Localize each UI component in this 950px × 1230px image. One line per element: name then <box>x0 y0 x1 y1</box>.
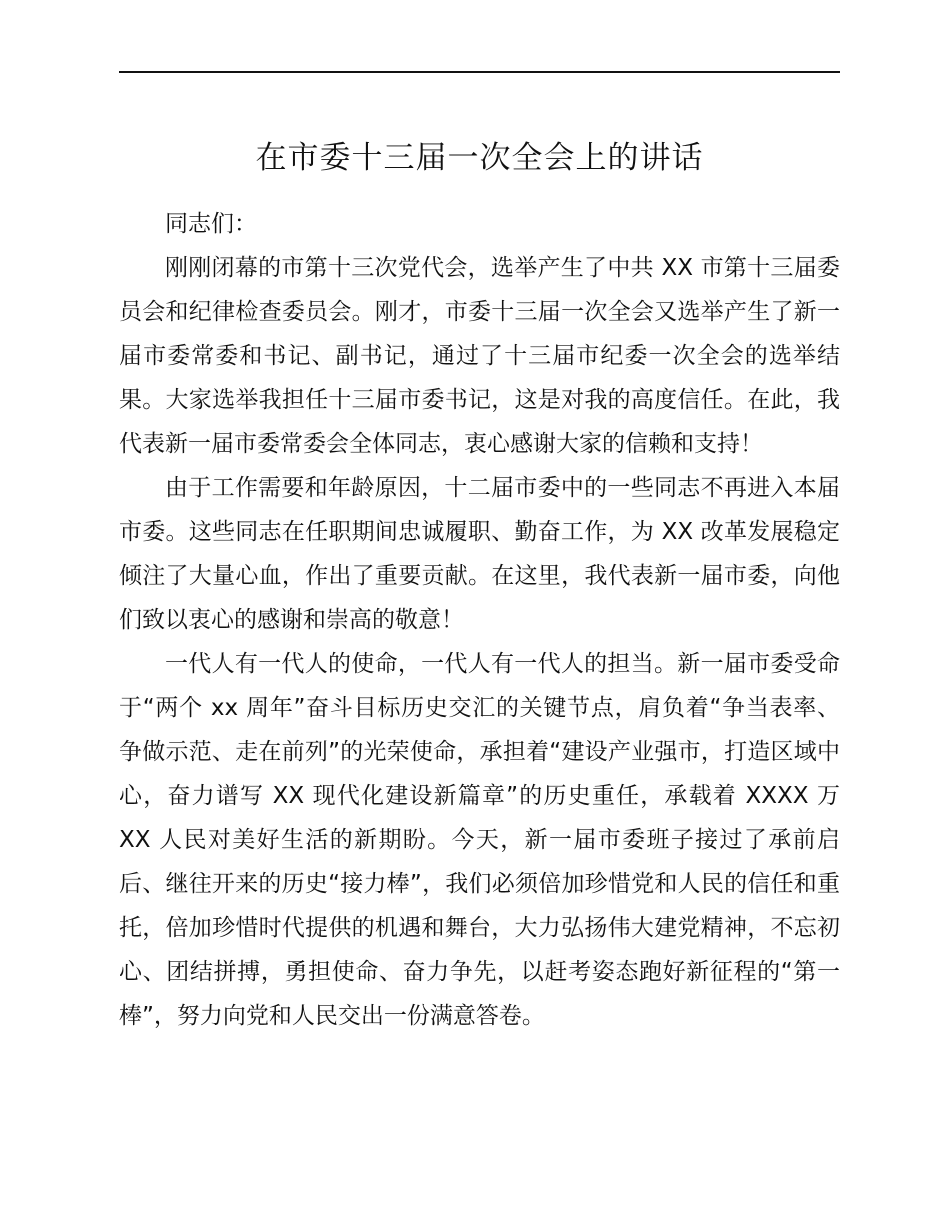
paragraph-2: 由于工作需要和年龄原因，十二届市委中的一些同志不再进入本届市委。这些同志在任职期间忠诚履职、勤奋工作，为 XX 改革发展稳定倾注了大量心血，作出了重要贡献。在这里，我代表新一届市委，向他们致以衷心的感谢和崇高的敬意！ <box>119 475 840 633</box>
document-title: 在市委十三届一次全会上的讲话 <box>255 140 704 176</box>
salutation: 同志们： <box>165 211 257 237</box>
paragraph-3: 一代人有一代人的使命，一代人有一代人的担当。新一届市委受命于“两个 xx 周年”奋斗目标历史交汇的关键节点，肩负着“争当表率、争做示范、走在前列”的光荣使命，承担着“建设产业强市，打造区域中心，奋力谱写 XX 现代化建设新篇章”的历史重任，承载着 XXXX 万 XX 人民对美好生活的新期盼。今天，新一届市委班子接过了承前启后、继往开来的历史“接力棒”，我们必须倍加珍惜党和人民的信任和重托，倍加珍惜时代提供的机遇和舞台，大力弘扬伟大建党精神，不忘初心、团结拼搏，勇担使命、奋力争先，以赶考姿态跑好新征程的“第一棒”，努力向党和人民交出一份满意答卷。 <box>119 651 840 1029</box>
document-body <box>119 202 840 1038</box>
header-rule <box>119 71 840 73</box>
paragraph-1: 刚刚闭幕的市第十三次党代会，选举产生了中共 XX 市第十三届委员会和纪律检查委员会。刚才，市委十三届一次全会又选举产生了新一届市委常委和书记、副书记，通过了十三届市纪委一次全会的选举结果。大家选举我担任十三届市委书记，这是对我的高度信任。在此，我代表新一届市委常委会全体同志，衷心感谢大家的信赖和支持！ <box>119 255 840 457</box>
